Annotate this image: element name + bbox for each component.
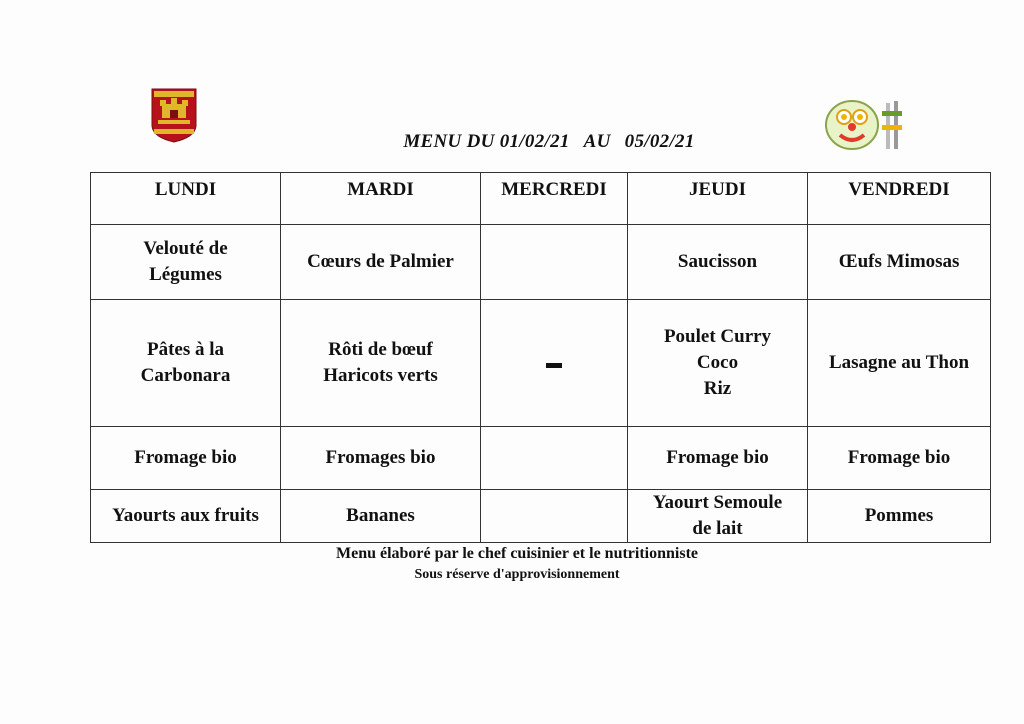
day-header-mercredi: MERCREDI xyxy=(481,173,628,225)
menu-cell xyxy=(481,300,628,427)
weekly-menu-table xyxy=(90,172,991,543)
dish-label: Fromage bio xyxy=(666,447,769,468)
menu-cell xyxy=(808,225,991,300)
menu-cell xyxy=(91,300,281,427)
day-header-mardi: MARDI xyxy=(281,173,481,225)
day-header-vendredi: VENDREDI xyxy=(808,173,991,225)
menu-cell xyxy=(481,225,628,300)
dessert-row xyxy=(91,490,991,543)
menu-cell xyxy=(481,490,628,543)
menu-cell xyxy=(808,300,991,427)
menu-cell xyxy=(628,300,808,427)
menu-cell xyxy=(281,490,481,543)
dish-label: Lasagne au Thon xyxy=(828,352,970,373)
menu-cell xyxy=(91,225,281,300)
menu-cell xyxy=(281,427,481,490)
menu-cell xyxy=(808,427,991,490)
day-header-jeudi: JEUDI xyxy=(628,173,808,225)
no-service-dash xyxy=(546,363,562,368)
menu-cell xyxy=(628,225,808,300)
menu-cell xyxy=(481,427,628,490)
cheese-row xyxy=(91,427,991,490)
dish-label: Velouté de Légumes xyxy=(143,238,228,285)
dish-label: Cœurs de Palmier xyxy=(307,251,454,272)
menu-cell xyxy=(628,490,808,543)
menu-cell xyxy=(91,427,281,490)
dish-label: Poulet Curry Coco Riz xyxy=(663,326,772,399)
dish-label: Fromage bio xyxy=(134,447,237,468)
main-course-row xyxy=(91,300,991,427)
dish-label: Fromages bio xyxy=(325,447,436,468)
header-row xyxy=(91,173,991,225)
menu-cell xyxy=(281,300,481,427)
dish-label: Yaourt Semoule de lait xyxy=(652,492,783,539)
menu-cell xyxy=(808,490,991,543)
title-start-date: MENU DU 01/02/21 xyxy=(403,131,570,152)
day-header-lundi: LUNDI xyxy=(91,173,281,225)
page-title xyxy=(0,131,1024,153)
dish-label: Rôti de bœuf Haricots verts xyxy=(323,339,438,386)
dish-label: Œufs Mimosas xyxy=(838,251,960,272)
dish-label: Pâtes à la Carbonara xyxy=(140,339,231,386)
dish-label: Fromage bio xyxy=(847,447,951,468)
dish-label: Yaourts aux fruits xyxy=(112,505,259,526)
menu-cell xyxy=(91,490,281,543)
title-end-date: 05/02/21 xyxy=(624,131,695,152)
dish-label: Saucisson xyxy=(677,251,758,272)
footer-note: Menu élaboré par le chef cuisinier et le nutritionniste xyxy=(335,545,699,562)
dish-label: Pommes xyxy=(864,505,934,526)
title-separator: AU xyxy=(583,131,611,152)
starter-row xyxy=(91,225,991,300)
footer-disclaimer: Sous réserve d'approvisionnement xyxy=(414,567,620,582)
dish-label: Bananes xyxy=(346,505,415,526)
menu-cell xyxy=(628,427,808,490)
menu-cell xyxy=(281,225,481,300)
